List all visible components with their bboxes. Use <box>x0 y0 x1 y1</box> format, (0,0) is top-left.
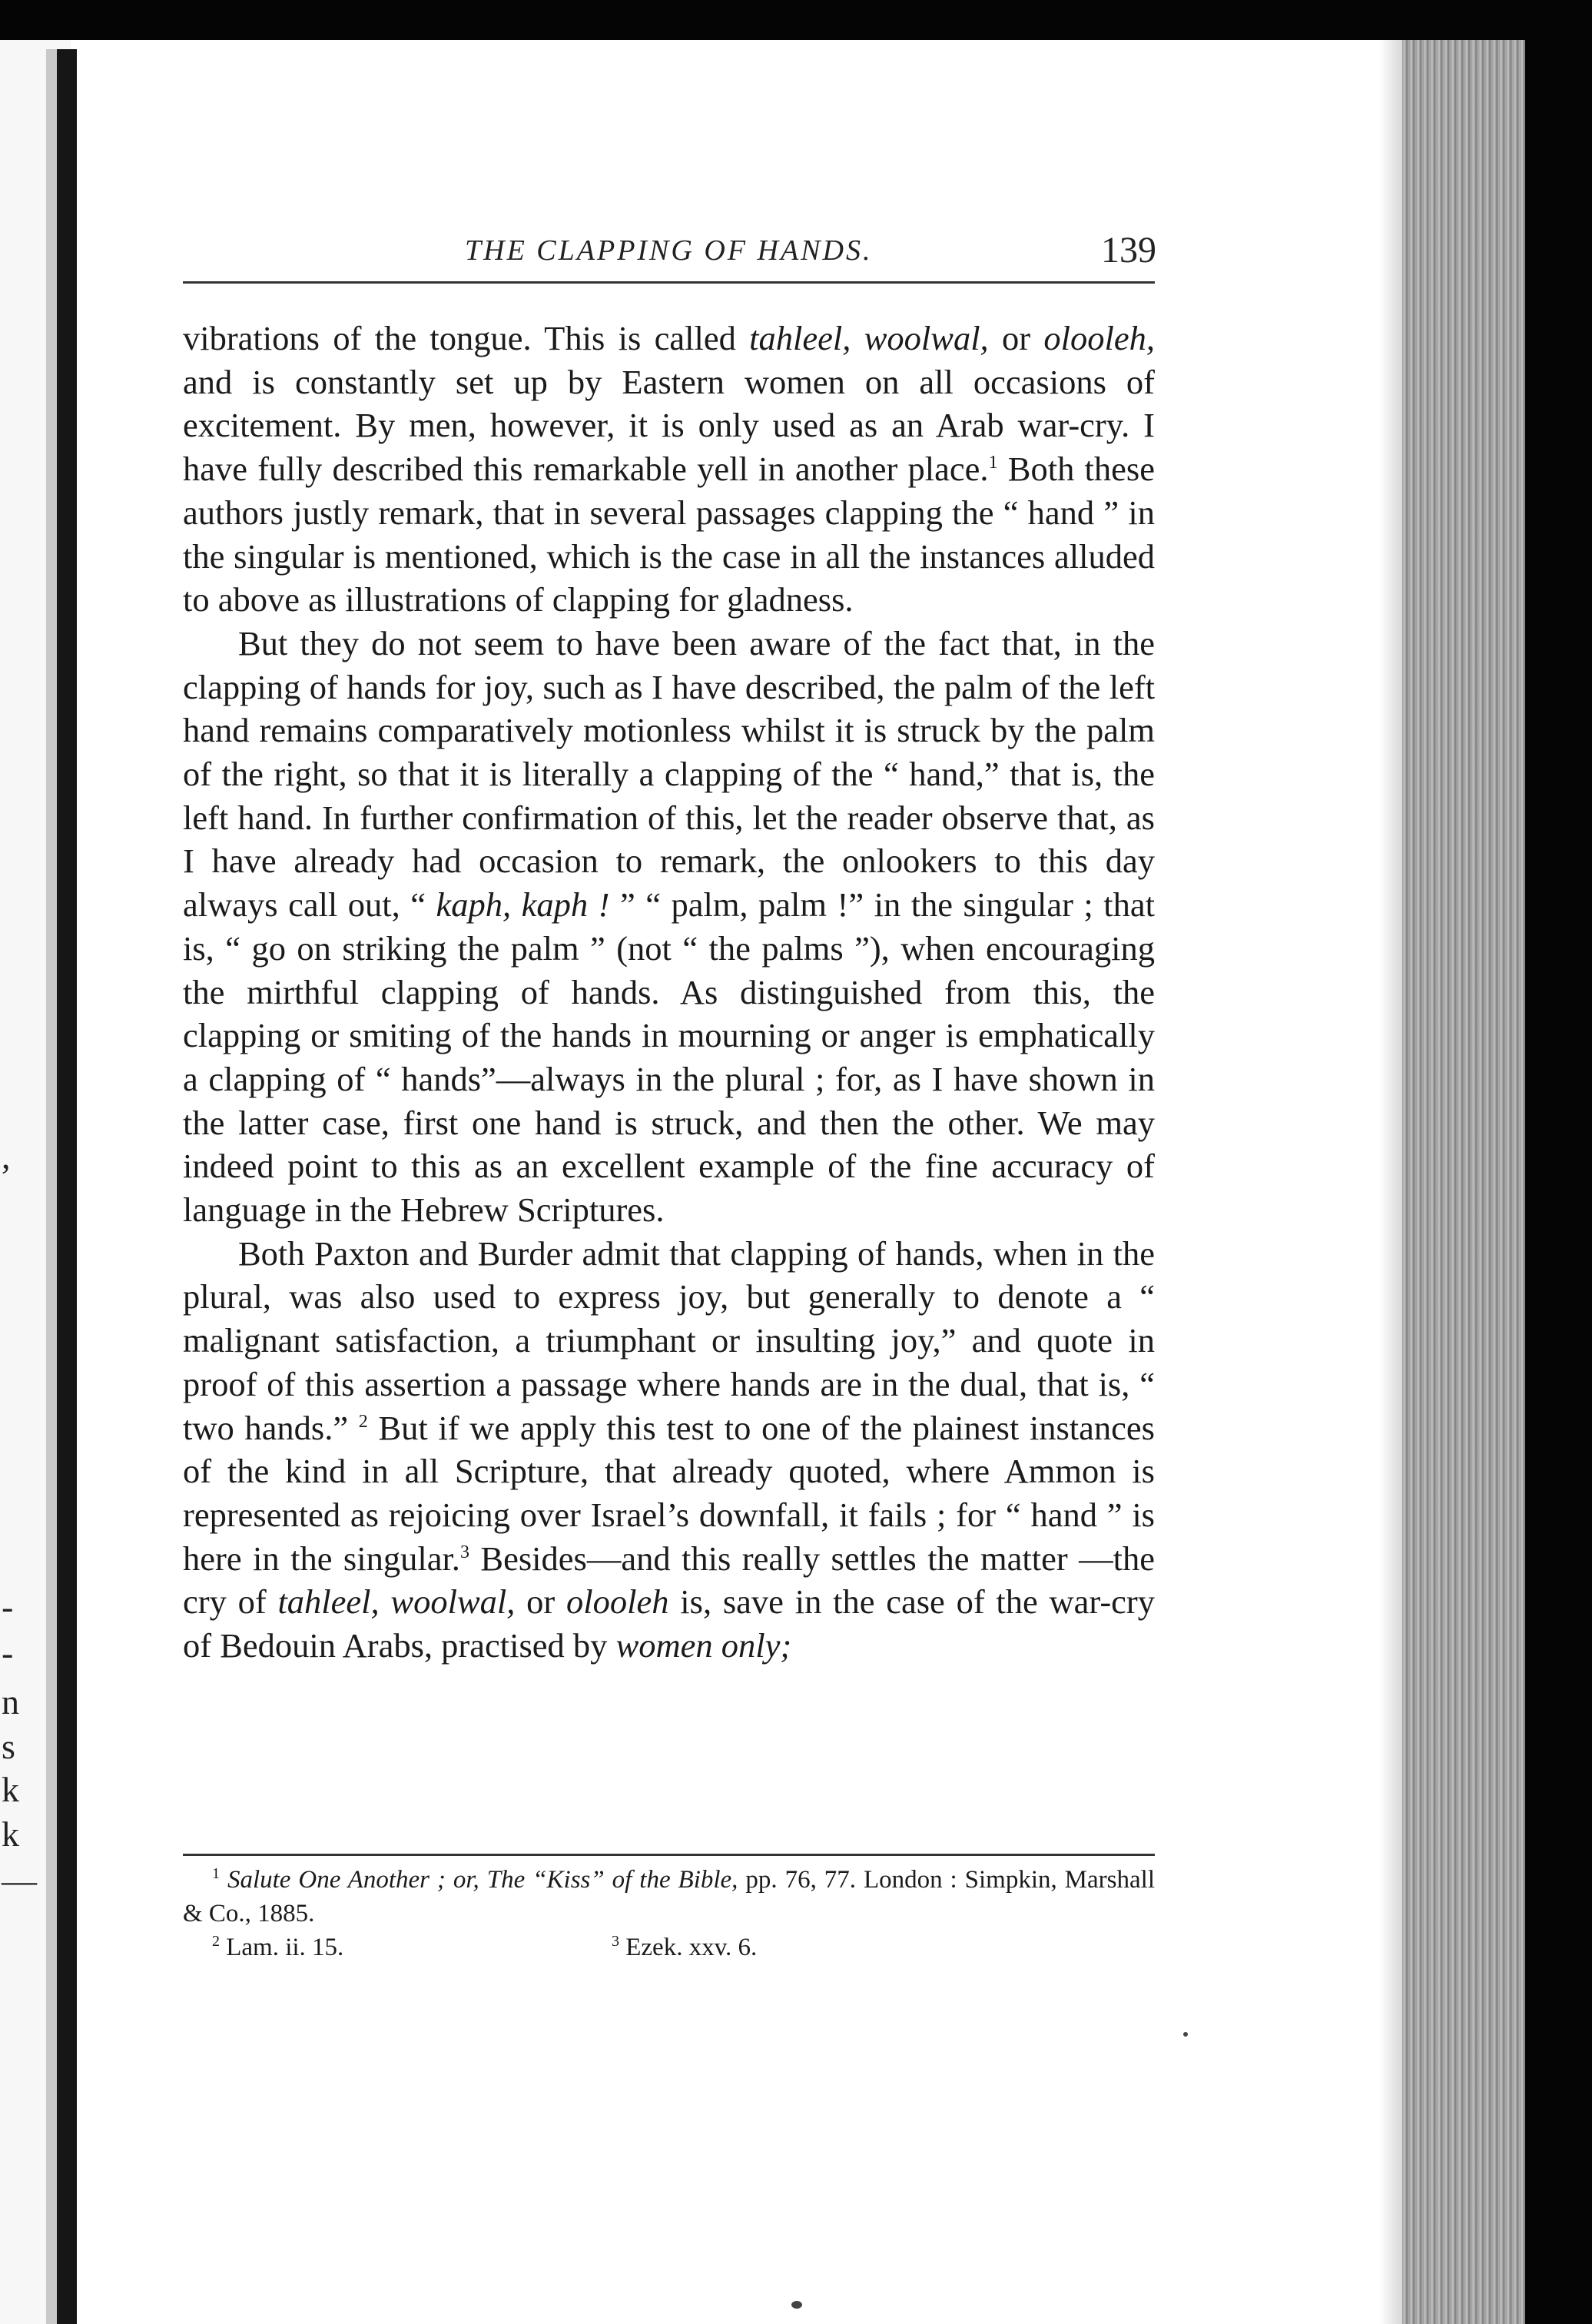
footnote-text: Ezek. xxv. 6. <box>619 1934 758 1961</box>
footnote-row <box>183 1931 1155 1964</box>
italic-term: olooleh, <box>1043 319 1156 357</box>
text-run: But if we apply this test to one of the plainest instances of the kind in all Scripture, that already quoted, where Ammon is represented as rejoicing over Israel’s downfall, it fails ; for “ hand ” is here in the singular. <box>183 1408 1155 1578</box>
scanner-background <box>0 0 1592 40</box>
footnote-ref: 3 <box>459 1542 469 1562</box>
scan-speck <box>1183 2032 1188 2037</box>
italic-term: tahleel, woolwal, <box>277 1582 516 1622</box>
left-page-fragment: s <box>2 1727 15 1766</box>
footnote-mark: 1 <box>212 1865 220 1882</box>
text-run: the tongue. This is called <box>361 319 750 357</box>
left-page-fragment: k <box>2 1770 19 1809</box>
scanner-background-right <box>1525 31 1592 2324</box>
left-page-fragment: k <box>2 1814 19 1854</box>
text-run: of <box>333 319 362 357</box>
footnote-mark: 2 <box>212 1933 220 1950</box>
footnote-title: Salute One Another ; or, The “Kiss” of the Bible, <box>227 1866 738 1894</box>
body-text <box>183 317 1155 1668</box>
text-run: vibrations <box>183 319 333 357</box>
footnote-text: Lam. ii. 15. <box>220 1934 344 1961</box>
italic-term: tahleel, woolwal, <box>749 319 989 357</box>
text-run: is, save in the case of the war-cry of Bedouin Arabs, practised by <box>183 1582 1156 1665</box>
text-run: Both these authors justly remark, that in several passages clapping the “ hand ” in the singular is mentioned, which is the case in all the instances alluded to above as illustrations of clapping for gladness. <box>183 450 1155 619</box>
text-run: or <box>988 319 1044 357</box>
paragraph <box>183 622 1155 1232</box>
left-page-fragment: — <box>2 1861 37 1900</box>
footnote-text: pp. 76, 77. London : Simpkin, Marshall & Co., 1885. <box>183 1866 1155 1927</box>
left-page-fragment: n <box>2 1682 19 1721</box>
text-run: or <box>515 1582 567 1622</box>
footnote-ref: 2 <box>358 1411 368 1432</box>
page-gutter-shadow <box>1379 40 1402 2324</box>
footnote-mark: 3 <box>612 1933 619 1950</box>
italic-term: kaph, kaph ! <box>436 885 610 925</box>
page-edges <box>1402 40 1525 2324</box>
footnote-rule <box>183 1854 1155 1856</box>
footnote <box>612 1931 757 1964</box>
text-run: ” “ palm, palm !” in the singular ; that is, “ go on striking the palm ” (not “ the palms ”), when encouraging the mirthful clapping of hands. As distinguished from this, the clapping or smiting of the hands in mourning or anger is emphatically a clapping of “ hands”—always in the plural ; for, as I have shown in the latter case, first one hand is struck, and then the other. We may indeed point to this as an excellent example of the fine accuracy of language in the Hebrew Scriptures. <box>183 885 1155 1230</box>
scan-speck <box>791 2301 802 2309</box>
paragraph <box>183 317 1155 622</box>
left-page-edge <box>46 49 57 2324</box>
left-page-fragment: - <box>2 1587 14 1626</box>
text-run: Both Paxton and Burder admit that clapping of hands, when in the plural, was also used to express joy, but generally to denote a “ malignant satisfaction, a triumphant or insulting joy,” and quote in proof of this assertion a passage where hands are in the dual, that is, “ two hands.” <box>183 1233 1155 1447</box>
paragraph <box>183 1232 1155 1668</box>
header-rule <box>183 281 1155 284</box>
italic-term: olooleh <box>566 1582 669 1622</box>
footnote-ref: 1 <box>988 453 998 473</box>
footnotes <box>183 1863 1155 1964</box>
italic-term: women only; <box>615 1626 792 1665</box>
text-run: Besides—and this really settles the matter —the cry of <box>183 1539 1155 1622</box>
book-spine <box>57 49 77 2324</box>
running-title: THE CLAPPING OF HANDS. <box>465 234 873 267</box>
page-number: 139 <box>1101 230 1156 271</box>
footnote <box>212 1931 612 1964</box>
running-header <box>181 229 1156 283</box>
text-run: But they do not seem to have been aware of the fact that, in the clapping of hands for joy, such as I have described, the palm of the left hand remains comparatively motionless whilst it is struck by the palm of the right, so that it is literally a clapping of the “ hand,” that is, the left hand. In further confirmation of this, let the reader observe that, as I have already had occasion to remark, the onlookers to this day always call out, “ <box>183 623 1155 925</box>
text-run: and is constantly set up by Eastern women on all occasions of excitement. By men, however, it is only used as an Arab war-cry. I have fully described this remarkable yell in another place. <box>183 362 1155 489</box>
footnote <box>183 1863 1155 1931</box>
left-page-fragment: , <box>2 1137 11 1176</box>
left-page-fragment: - <box>2 1633 14 1672</box>
